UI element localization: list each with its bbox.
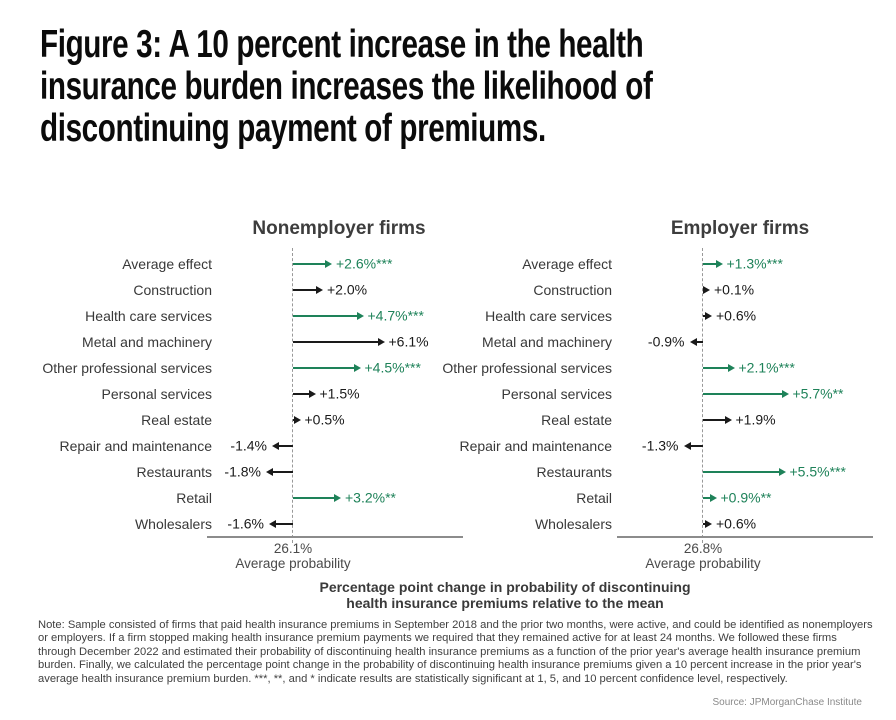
- arrow-head: [782, 390, 789, 398]
- arrow-head: [272, 442, 279, 450]
- category-label: Wholesalers: [534, 516, 612, 532]
- value-label: +2.1%***: [738, 359, 795, 376]
- value-label: +1.5%: [319, 385, 360, 402]
- value-label: +0.6%: [716, 515, 757, 532]
- arrow-head: [716, 260, 723, 268]
- category-label: Wholesalers: [134, 516, 212, 532]
- arrow-line: [293, 263, 325, 265]
- value-label: -1.4%: [230, 437, 267, 454]
- avg-probability-caption: Average probability: [235, 556, 351, 571]
- value-label: +3.2%**: [345, 489, 396, 506]
- arrow-line: [703, 367, 728, 369]
- axis-line: [207, 536, 463, 538]
- arrow-line: [703, 393, 782, 395]
- arrow-line: [273, 471, 293, 473]
- arrow-line: [293, 367, 354, 369]
- arrow-head: [316, 286, 323, 294]
- x-axis-title-line-1: Percentage point change in probability of discontinuing: [319, 579, 691, 595]
- category-label: Average effect: [522, 256, 612, 272]
- category-label: Metal and machinery: [82, 334, 212, 350]
- arrow-line: [293, 497, 334, 499]
- category-label: Repair and maintenance: [59, 438, 212, 454]
- arrow-line: [697, 341, 704, 343]
- value-label: -1.8%: [224, 463, 261, 480]
- arrow-head: [354, 364, 361, 372]
- arrow-head: [325, 260, 332, 268]
- category-label: Repair and maintenance: [459, 438, 612, 454]
- x-axis-title-line-2: health insurance premiums relative to the mean: [346, 595, 664, 611]
- value-label: +5.5%***: [789, 463, 846, 480]
- zero-line: [292, 248, 293, 543]
- value-label: +2.0%: [327, 281, 368, 298]
- category-label: Real estate: [141, 412, 212, 428]
- category-label: Restaurants: [136, 464, 212, 480]
- arrow-line: [293, 289, 316, 291]
- value-label: +4.7%***: [367, 307, 424, 324]
- arrow-line: [293, 315, 357, 317]
- arrow-head: [703, 286, 710, 294]
- arrow-head: [728, 364, 735, 372]
- avg-probability-caption: Average probability: [645, 556, 761, 571]
- arrow-head: [378, 338, 385, 346]
- category-label: Construction: [533, 282, 612, 298]
- figure-title-line-3: discontinuing payment of premiums.: [40, 107, 546, 150]
- category-label: Other professional services: [42, 360, 212, 376]
- arrow-head: [725, 416, 732, 424]
- x-axis-title: [105, 579, 896, 611]
- category-label: Retail: [576, 490, 612, 506]
- arrow-line: [691, 445, 704, 447]
- arrow-line: [293, 341, 378, 343]
- value-label: +0.6%: [716, 307, 757, 324]
- note-text: Note: Sample consisted of firms that paid health insurance premiums in September 2018 and the prior two months, were active, and could be identified as nonemployers or employers. If a firm stopped making health insurance premium payments we required that they remained active for at least 24 months. We followed these firms through December 2022 and estimated their probability of discontinuing health insurance premiums as a function of the prior year's average health insurance premium burden. Finally, we calculated the percentage point change in the probability of discontinuing health insurance premiums given a 10 percent increase in the prior year's average health insurance premium burden. ***, **, and * indicate results are statistically significant at 1, 5, and 10 percent confidence level, respectively.: [38, 619, 873, 685]
- arrow-head: [334, 494, 341, 502]
- category-label: Restaurants: [536, 464, 612, 480]
- arrow-head: [705, 312, 712, 320]
- category-label: Personal services: [101, 386, 212, 402]
- value-label: +6.1%: [388, 333, 429, 350]
- category-label: Retail: [176, 490, 212, 506]
- arrow-line: [703, 471, 779, 473]
- arrow-head: [266, 468, 273, 476]
- figure-title-line-2: insurance burden increases the likelihood of: [40, 65, 653, 108]
- arrow-line: [703, 263, 716, 265]
- arrow-head: [309, 390, 316, 398]
- value-label: +1.3%***: [726, 255, 783, 272]
- arrow-line: [276, 523, 293, 525]
- category-label: Construction: [133, 282, 212, 298]
- panel-title: Employer firms: [670, 218, 810, 239]
- avg-probability: 26.8%: [683, 541, 723, 556]
- arrow-line: [279, 445, 293, 447]
- value-label: -1.6%: [227, 515, 264, 532]
- value-label: +1.9%: [735, 411, 776, 428]
- figure-title-line-1: Figure 3: A 10 percent increase in the health: [40, 23, 644, 66]
- value-label: +5.7%**: [792, 385, 844, 402]
- arrow-line: [293, 393, 309, 395]
- arrow-head: [269, 520, 276, 528]
- axis-line: [617, 536, 873, 538]
- category-label: Average effect: [122, 256, 212, 272]
- category-label: Health care services: [485, 308, 612, 324]
- value-label: -1.3%: [641, 437, 679, 454]
- value-label: +0.1%: [714, 281, 755, 298]
- panel-title: Nonemployer firms: [252, 218, 426, 239]
- category-label: Metal and machinery: [482, 334, 612, 350]
- arrow-head: [705, 520, 712, 528]
- category-label: Personal services: [501, 386, 612, 402]
- arrow-head: [779, 468, 786, 476]
- arrow-head: [684, 442, 691, 450]
- value-label: +0.5%: [304, 411, 345, 428]
- category-label: Health care services: [85, 308, 212, 324]
- value-label: -0.9%: [647, 333, 685, 350]
- arrow-head: [294, 416, 301, 424]
- arrow-head: [690, 338, 697, 346]
- category-label: Real estate: [541, 412, 612, 428]
- value-label: +4.5%***: [364, 359, 421, 376]
- arrow-line: [703, 419, 725, 421]
- arrow-head: [357, 312, 364, 320]
- category-label: Other professional services: [442, 360, 612, 376]
- arrow-head: [710, 494, 717, 502]
- value-label: +2.6%***: [336, 255, 393, 272]
- value-label: +0.9%**: [720, 489, 772, 506]
- avg-probability: 26.1%: [273, 541, 313, 556]
- source-text: Source: JPMorganChase Institute: [712, 697, 862, 708]
